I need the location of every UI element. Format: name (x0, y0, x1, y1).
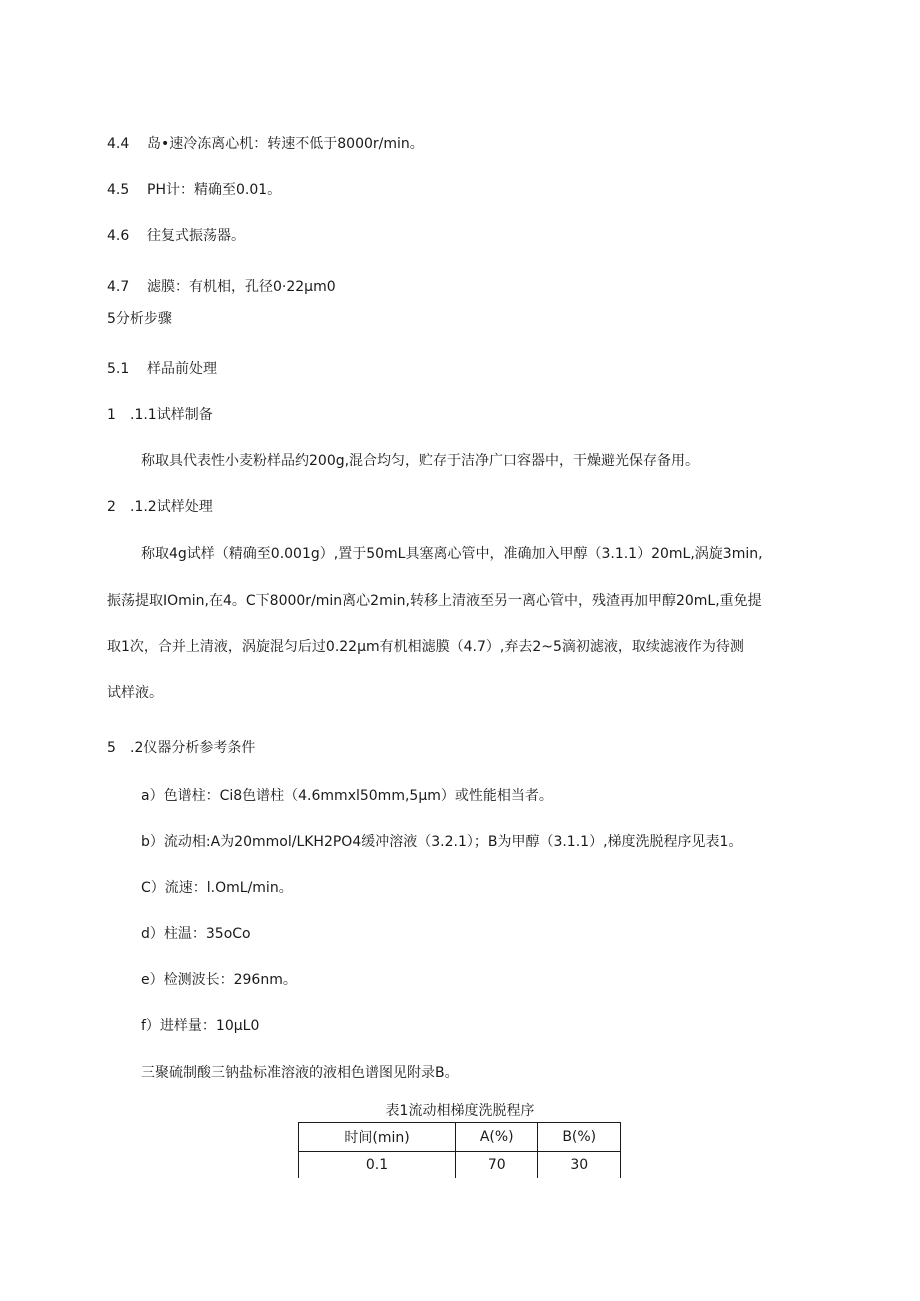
table-header-a: A(%) (456, 1123, 538, 1152)
section-5-1-number: 5.1 (107, 361, 130, 377)
table-1-caption: 表1流动相梯度洗脱程序 (385, 1103, 535, 1119)
condition-f: f）进样量：10μL0 (141, 1018, 260, 1034)
section-5-1-2-heading: .1.2试样处理 (130, 499, 213, 515)
condition-a: a）色谱柱：Ci8色谱柱（4.6mmxl50mm,5μm）或性能相当者。 (141, 788, 553, 804)
item-4-6-number: 4.6 (107, 228, 130, 244)
table-cell-a: 70 (456, 1152, 538, 1179)
section-5-1-1-heading: .1.1试样制备 (130, 407, 213, 423)
condition-c: C）流速：l.OmL/min。 (141, 880, 293, 896)
section-5-1-2-body-line-3: 取1次，合并上清液，涡旋混匀后过0.22μm有机相滤膜（4.7）,弃去2~5滴初滤液，取续滤液作为待测 (107, 639, 744, 655)
item-4-7-number: 4.7 (107, 279, 130, 295)
table-cell-time: 0.1 (299, 1152, 456, 1179)
item-4-6-text: 往复式振荡器。 (147, 228, 245, 244)
item-4-5-text: PH计：精确至0.01。 (147, 182, 282, 198)
table-header-b: B(%) (538, 1123, 621, 1152)
gradient-table (298, 1122, 621, 1178)
section-5-1-1-number: 1 (107, 407, 116, 423)
item-4-4-number: 4.4 (107, 136, 130, 152)
table-row (299, 1152, 621, 1179)
section-5-1-2-number: 2 (107, 499, 116, 515)
section-5-1-1-body: 称取具代表性小麦粉样品约200g,混合均匀，贮存于洁净广口容器中，干燥避光保存备用。 (141, 453, 700, 469)
table-header-time: 时间(min) (299, 1123, 456, 1152)
condition-b: b）流动相:A为20mmol/LKH2PO4缓冲溶液（3.2.1）；B为甲醇（3.1.1）,梯度洗脱程序见表1。 (141, 834, 743, 850)
item-4-5-number: 4.5 (107, 182, 130, 198)
item-4-7-text: 滤膜：有机相，孔径0·22μm0 (147, 279, 336, 295)
section-5-1-2-body-line-4: 试样液。 (107, 685, 163, 701)
condition-e: e）检测波长：296nm。 (141, 972, 297, 988)
condition-d: d）柱温：35oCo (141, 926, 251, 942)
table-cell-b: 30 (538, 1152, 621, 1179)
section-5-1-heading: 样品前处理 (147, 361, 217, 377)
section-5-heading: 5分析步骤 (107, 311, 172, 327)
item-4-4-text: 岛•速冷冻离心机：转速不低于8000r/min。 (147, 136, 424, 152)
section-5-1-2-body-line-2: 振荡提取IOmin,在4。C下8000r/min离心2min,转移上清液至另一离心管中，残渣再加甲醇20mL,重免提 (107, 593, 762, 609)
section-5-1-2-body-line-1: 称取4g试样（精确至0.001g）,置于50mL具塞离心管中，准确加入甲醇（3.1.1）20mL,涡旋3min, (141, 546, 763, 562)
appendix-note: 三聚硫制酸三钠盐标准溶液的液相色谱图见附录B。 (141, 1065, 459, 1081)
table-header-row (299, 1123, 621, 1152)
section-5-2-heading: .2仪器分析参考条件 (130, 740, 256, 756)
section-5-2-number: 5 (107, 740, 116, 756)
